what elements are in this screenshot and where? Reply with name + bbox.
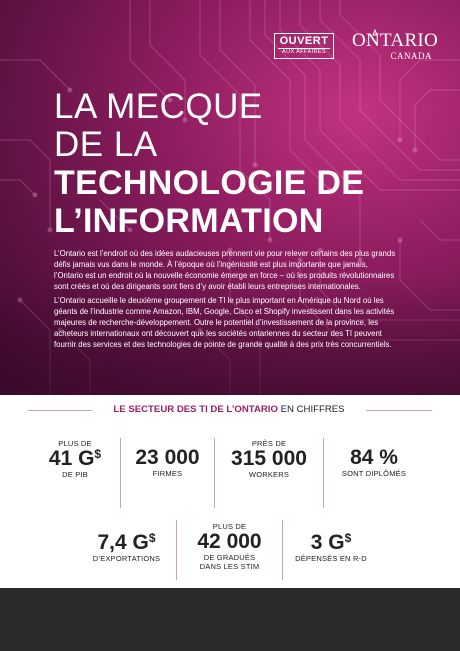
stat-workers [215,439,323,479]
stat-workers-label: WORKERS [248,470,290,479]
stat-gradues-label-1: DE GRADUÉS [203,553,256,562]
stat-diplomes [324,447,424,478]
stat-exportations-label: D’EXPORTATIONS [92,554,161,563]
stat-exportations [78,532,175,563]
stat-workers-value: 315 000 [231,447,307,470]
title-line-3: TECHNOLOGIE DE [54,164,365,202]
ontario-logo-name: ONTARIO [352,30,439,51]
page-title [54,88,364,240]
stats-heading-highlight: LE SECTEUR DES TI DE L’ONTARIO [113,404,278,415]
stat-rd [283,532,379,563]
footer-band [0,588,460,651]
intro-text [54,248,396,353]
stat-pib-label: DE PIB [62,470,88,479]
stat-gradues [177,522,282,571]
stat-rd-label: DÉPENSÉS EN R-D [295,554,367,563]
stat-diplomes-value: 84 % [350,446,398,469]
stat-gradues-value: 42 000 [197,530,262,553]
stat-pib [30,439,120,479]
stat-gradues-prefix: PLUS DE [212,522,247,531]
ouvert-aux-affaires-logo [274,33,334,59]
stats-heading [98,404,360,416]
ontario-logo-country: CANADA [390,51,432,61]
intro-paragraph-2: L’Ontario accueille le deuxième groupement de TI le plus important en Amérique du Nord où les géants de l’industrie comme Amazon, IBM, Google, Cisco et Shopify investissent dans les activités majeures de recherche-développement. Outre le potentiel d’investissement de la province, les acheteurs internationaux ont découvert que les sociétés ontariennes du secteur des TI peuvent fournir des services et des technologies de pointe de grande qualité à des prix très concurrentiels. [54,296,395,349]
stats-heading-rest: EN CHIFFRES [277,404,345,415]
stat-firmes [121,447,214,478]
header-rule-right [366,410,432,411]
stat-rd-value: 3 G$ [310,531,352,554]
stat-firmes-value: 23 000 [135,446,200,469]
stat-exportations-value: 7,4 G$ [97,531,156,554]
stat-pib-value: 41 G$ [48,447,102,470]
stat-diplomes-label: SONT DIPLÔMÉS [341,469,407,478]
stat-pib-prefix: PLUS DE [58,439,92,448]
ouvert-logo-main: OUVERT [279,35,329,47]
title-line-2: DE LA [54,125,158,164]
stat-gradues-label-2: DANS LES STIM [199,562,260,571]
header-rule-left [28,410,92,411]
ouvert-logo-sub: AUX AFFAIRES [278,48,330,56]
stat-firmes-label: FIRMES [152,469,183,478]
title-line-4: L’INFORMATION [54,202,324,240]
intro-paragraph-1: L’Ontario est l’endroit où des idées audacieuses prennent vie pour relever certains des plus grands défis jamais vus dans le monde. À l’époque où l’ingéniosité est plus importante que jamais, l’Ontario est un endroit où la nouvelle économie émerge en force – où les produits révolutionnaires sont créés et où des dirigeants sont fiers d’y avoir établi leurs entreprises internationales. [54,249,396,291]
stats-section-header [0,404,460,416]
title-line-1: LA MECQUE [54,87,263,126]
ontario-canada-logo [352,31,442,61]
stat-workers-prefix: PRÈS DE [251,439,287,448]
